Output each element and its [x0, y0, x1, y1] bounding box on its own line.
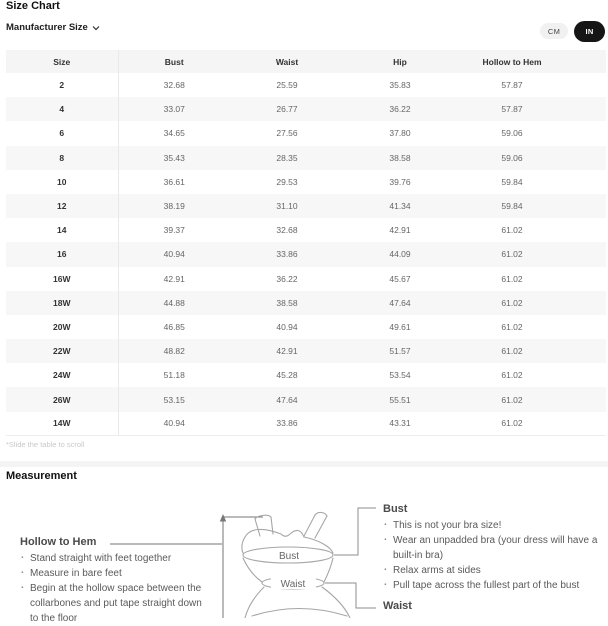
- section-divider: [0, 461, 608, 467]
- measurement-cell: 40.94: [276, 321, 298, 332]
- size-cell: 8: [6, 146, 118, 170]
- measurement-cell: 43.31: [344, 412, 456, 436]
- measurement-cell: 29.53: [276, 176, 298, 187]
- measurement-cell: 59.84: [501, 201, 523, 212]
- measurement-cell: 51.18: [163, 370, 185, 381]
- manufacturer-size-dropdown[interactable]: [6, 22, 100, 33]
- hollow-to-hem-list: [20, 551, 206, 626]
- table-row: [6, 242, 606, 266]
- measurement-cell: 36.61: [163, 176, 185, 187]
- table-scroll-note: *Slide the table to scroll: [6, 440, 85, 449]
- size-cell: 22W: [6, 339, 118, 363]
- measurement-cell: 53.54: [389, 370, 411, 381]
- measurement-cell: 61.02: [501, 321, 523, 332]
- size-cell: 14W: [6, 412, 118, 436]
- table-body: [6, 73, 606, 436]
- measurement-cell: 36.22: [389, 104, 411, 115]
- measurement-cell: 32.68: [276, 225, 298, 236]
- table-row: [6, 218, 606, 242]
- measurement-cell: 61.02: [501, 225, 523, 236]
- measurement-cell: 61.02: [501, 249, 523, 260]
- measurement-cell: 61.02: [501, 346, 523, 357]
- size-cell: 16: [6, 242, 118, 266]
- table-row: [6, 315, 606, 339]
- size-cell: 20W: [6, 315, 118, 339]
- table-row: [6, 73, 606, 97]
- table-header-row: [6, 50, 606, 73]
- measurement-cell: 41.34: [389, 201, 411, 212]
- table-row: [6, 291, 606, 315]
- bust-list: [383, 518, 605, 593]
- measurement-cell: 47.64: [389, 297, 411, 308]
- size-cell: 24W: [6, 363, 118, 387]
- size-chart-table: [6, 50, 606, 436]
- size-cell: 10: [6, 170, 118, 194]
- measurement-cell: 33.07: [163, 104, 185, 115]
- measurement-cell: 33.86: [230, 412, 344, 436]
- instruction-item: . Relax arms at sides: [383, 563, 605, 578]
- diagram-bust-label: Bust: [278, 551, 300, 562]
- measurement-cell: 33.86: [276, 249, 298, 260]
- size-cell: 26W: [6, 387, 118, 411]
- table-row: [6, 339, 606, 363]
- measurement-cell: 35.83: [389, 80, 411, 91]
- unit-cm-button[interactable]: CM: [540, 23, 568, 39]
- instruction-item: . Pull tape across the fullest part of the bust: [383, 578, 605, 593]
- instruction-item: . This is not your bra size!: [383, 518, 605, 533]
- table-row: [6, 146, 606, 170]
- size-cell: 2: [6, 73, 118, 97]
- measurement-cell: 51.57: [389, 346, 411, 357]
- measurement-cell: 57.87: [501, 80, 523, 91]
- manufacturer-size-label: Manufacturer Size: [6, 22, 88, 33]
- measurement-cell: 28.35: [276, 152, 298, 163]
- measurement-cell: 42.91: [276, 346, 298, 357]
- page-title: Size Chart: [6, 0, 60, 12]
- measurement-cell: 59.84: [501, 176, 523, 187]
- measurement-cell: 25.59: [276, 80, 298, 91]
- measurement-cell: 44.88: [163, 297, 185, 308]
- measurement-cell: 59.06: [501, 152, 523, 163]
- measurement-cell: 31.10: [276, 201, 298, 212]
- measurement-cell: 37.80: [389, 128, 411, 139]
- column-header: Hollow to Hem: [456, 50, 606, 73]
- measurement-cell: 55.51: [389, 394, 411, 405]
- instruction-item: . Wear an unpadded bra (your dress will have a built-in bra): [383, 533, 605, 563]
- measurement-cell: 32.68: [163, 80, 185, 91]
- unit-toggle: [540, 17, 605, 45]
- table-row: [6, 412, 606, 436]
- size-cell: 4: [6, 97, 118, 121]
- measurement-cell: 42.91: [389, 225, 411, 236]
- measurement-cell: 39.37: [163, 225, 185, 236]
- unit-in-button[interactable]: IN: [574, 21, 605, 42]
- measurement-cell: 34.65: [163, 128, 185, 139]
- measurement-cell: 47.64: [276, 394, 298, 405]
- column-header: Hip: [344, 50, 456, 73]
- instruction-item: . Stand straight with feet together: [20, 551, 206, 566]
- measurement-cell: 46.85: [163, 321, 185, 332]
- instruction-item: . Begin at the hollow space between the collarbones and put tape straight down to the floor: [20, 581, 206, 626]
- measurement-cell: 57.87: [501, 104, 523, 115]
- chevron-down-icon: [92, 25, 100, 31]
- table-row: [6, 194, 606, 218]
- measurement-cell: 39.76: [389, 176, 411, 187]
- size-cell: 12: [6, 194, 118, 218]
- measurement-cell: 38.19: [163, 201, 185, 212]
- dress-outline: [242, 512, 350, 618]
- measurement-cell: 45.28: [276, 370, 298, 381]
- measurement-cell: 40.94: [118, 412, 230, 436]
- table-row: [6, 387, 606, 411]
- measurement-cell: 40.94: [163, 249, 185, 260]
- hollow-to-hem-heading: Hollow to Hem: [20, 536, 97, 548]
- bust-connector-line: [334, 508, 376, 555]
- measurement-cell: 61.02: [456, 412, 606, 436]
- measurement-cell: 61.02: [501, 273, 523, 284]
- column-header: Waist: [230, 50, 344, 73]
- diagram-waist-label: Waist: [280, 579, 306, 590]
- table-row: [6, 363, 606, 387]
- measurement-cell: 61.02: [501, 370, 523, 381]
- measurement-cell: 42.91: [163, 273, 185, 284]
- table-row: [6, 170, 606, 194]
- table-row: [6, 97, 606, 121]
- size-cell: 6: [6, 121, 118, 145]
- measurement-cell: 61.02: [501, 394, 523, 405]
- measurement-cell: 38.58: [389, 152, 411, 163]
- measurement-cell: 49.61: [389, 321, 411, 332]
- size-cell: 18W: [6, 291, 118, 315]
- measurement-cell: 36.22: [276, 273, 298, 284]
- bust-waist-instructions: [383, 503, 605, 615]
- measurement-cell: 27.56: [276, 128, 298, 139]
- column-header: Bust: [118, 50, 230, 73]
- measurement-cell: 53.15: [163, 394, 185, 405]
- measurement-cell: 48.82: [163, 346, 185, 357]
- measurement-cell: 59.06: [501, 128, 523, 139]
- hollow-to-hem-instructions: [20, 536, 206, 626]
- column-header: Size: [6, 50, 118, 73]
- table-row: [6, 267, 606, 291]
- measurement-cell: 45.67: [389, 273, 411, 284]
- measurement-title: Measurement: [6, 470, 77, 482]
- size-cell: 16W: [6, 267, 118, 291]
- measurement-cell: 44.09: [389, 249, 411, 260]
- waist-heading: Waist: [383, 600, 412, 612]
- bust-heading: Bust: [383, 503, 408, 515]
- measurement-cell: 61.02: [501, 297, 523, 308]
- size-cell: 14: [6, 218, 118, 242]
- measurement-cell: 26.77: [276, 104, 298, 115]
- measurement-cell: 38.58: [276, 297, 298, 308]
- measurement-cell: 35.43: [163, 152, 185, 163]
- instruction-item: . Measure in bare feet: [20, 566, 206, 581]
- table-row: [6, 121, 606, 145]
